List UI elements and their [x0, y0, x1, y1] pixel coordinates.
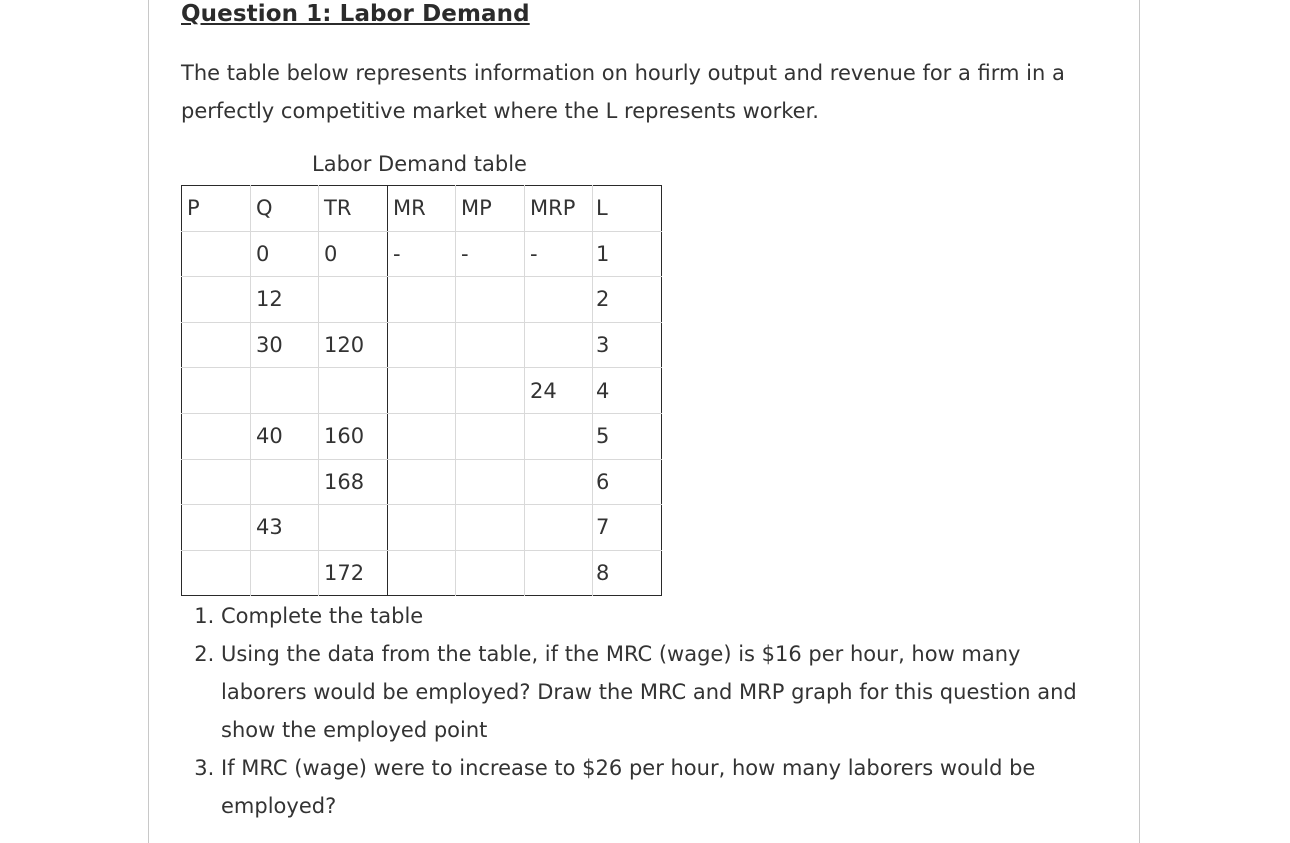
table-cell: 5: [593, 413, 662, 459]
table-cell: [182, 368, 251, 414]
table-cell: [456, 550, 525, 596]
question-title: Question 1: Labor Demand: [181, 1, 530, 27]
table-cell: [456, 277, 525, 323]
table-cell: [182, 322, 251, 368]
table-row: [182, 277, 662, 323]
table-cell: [182, 277, 251, 323]
table-cell: 160: [319, 413, 388, 459]
table-cell: [319, 368, 388, 414]
table-cell: 8: [593, 550, 662, 596]
table-cell: -: [388, 231, 456, 277]
table-cell: 2: [593, 277, 662, 323]
question-intro: The table below represents information on hourly output and revenue for a firm in a perfectly competitive market where the L represents worker.: [181, 61, 1065, 123]
table-row: [182, 413, 662, 459]
table-cell: 3: [593, 322, 662, 368]
table-cell: -: [525, 231, 593, 277]
table-header-row: [182, 186, 662, 232]
table-cell: [525, 505, 593, 551]
table-cell: [182, 413, 251, 459]
table-row: [182, 368, 662, 414]
table-row: [182, 322, 662, 368]
task-item: 2. Using the data from the table, if the MRC (wage) is $16 per hour, how many laborers would be employed? Draw the MRC and MRP graph for this question and show the employed point: [221, 635, 1081, 749]
table-cell: [456, 368, 525, 414]
table-cell: 30: [251, 322, 319, 368]
table-cell: [525, 413, 593, 459]
table-row: [182, 459, 662, 505]
labor-demand-table: [181, 185, 662, 596]
table-cell: [388, 368, 456, 414]
table-cell: -: [456, 231, 525, 277]
table-cell: [388, 277, 456, 323]
table-header-cell: Q: [251, 186, 319, 232]
table-row: [182, 550, 662, 596]
table-cell: [456, 413, 525, 459]
table-cell: [456, 459, 525, 505]
table-cell: [182, 459, 251, 505]
table-cell: [182, 231, 251, 277]
table-cell: [388, 322, 456, 368]
table-cell: 6: [593, 459, 662, 505]
table-cell: [456, 322, 525, 368]
table-cell: [182, 550, 251, 596]
table-cell: 4: [593, 368, 662, 414]
task-item: 3. If MRC (wage) were to increase to $26 per hour, how many laborers would be employed?: [221, 749, 1081, 825]
table-cell: 7: [593, 505, 662, 551]
table-row: [182, 505, 662, 551]
table-cell: 172: [319, 550, 388, 596]
table-header-cell: MP: [456, 186, 525, 232]
table-cell: 12: [251, 277, 319, 323]
table-row: [182, 231, 662, 277]
table-cell: 120: [319, 322, 388, 368]
table-header-cell: MR: [388, 186, 456, 232]
table-header-cell: L: [593, 186, 662, 232]
table-cell: [525, 550, 593, 596]
table-cell: [525, 322, 593, 368]
table-cell: [456, 505, 525, 551]
table-cell: 40: [251, 413, 319, 459]
table-cell: 43: [251, 505, 319, 551]
table-cell: 0: [251, 231, 319, 277]
table-cell: [251, 459, 319, 505]
table-cell: [251, 550, 319, 596]
table-cell: [319, 277, 388, 323]
table-header-cell: MRP: [525, 186, 593, 232]
table-cell: [388, 505, 456, 551]
table-header-cell: P: [182, 186, 251, 232]
table-cell: [525, 277, 593, 323]
table-cell: 168: [319, 459, 388, 505]
table-cell: [251, 368, 319, 414]
table-cell: [388, 550, 456, 596]
table-cell: [319, 505, 388, 551]
table-cell: [388, 459, 456, 505]
table-cell: [182, 505, 251, 551]
table-cell: 24: [525, 368, 593, 414]
task-list: [181, 597, 1081, 825]
table-cell: [525, 459, 593, 505]
table-cell: 0: [319, 231, 388, 277]
table-caption: Labor Demand table: [312, 152, 527, 176]
table-cell: [388, 413, 456, 459]
table-cell: 1: [593, 231, 662, 277]
task-item: 1. Complete the table: [221, 597, 1081, 635]
table-header-cell: TR: [319, 186, 388, 232]
